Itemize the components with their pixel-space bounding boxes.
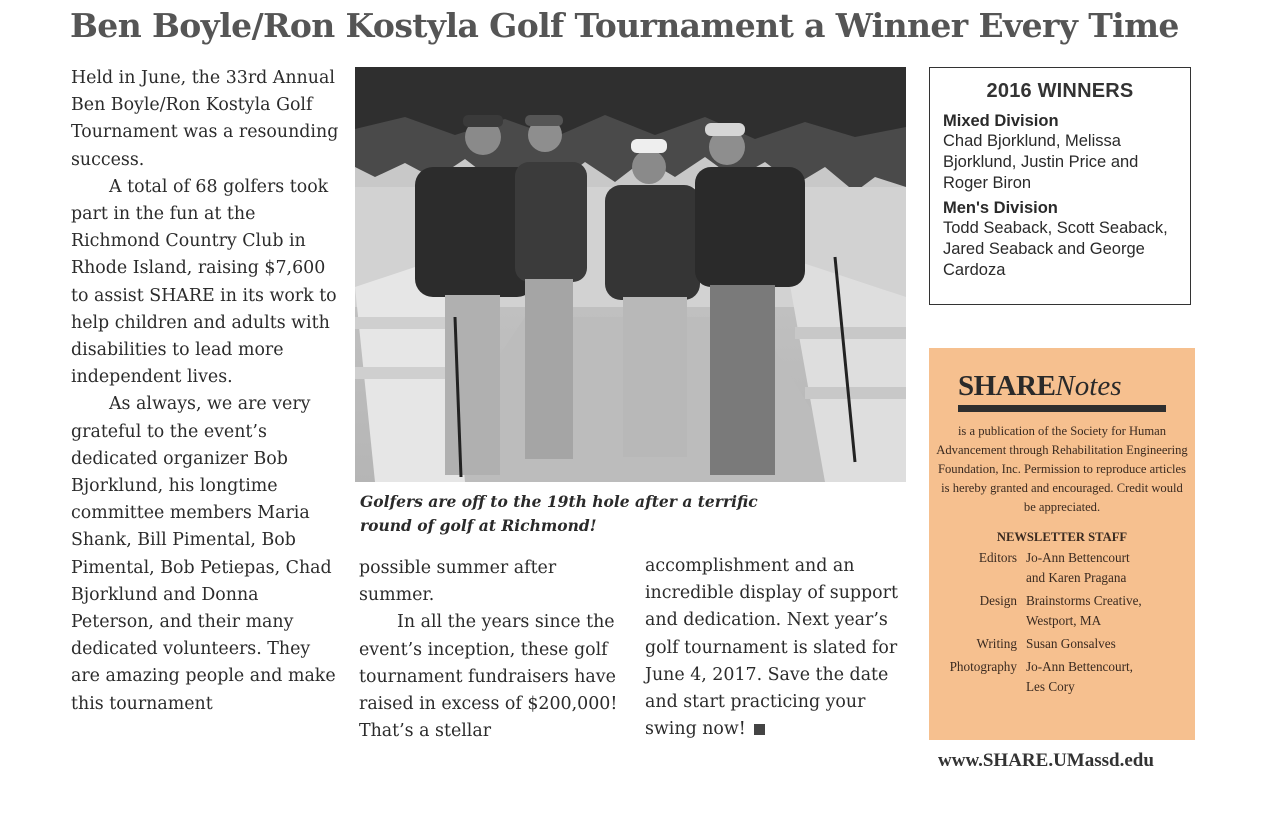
staff-row bbox=[929, 657, 1195, 697]
share-notes-description: is a publication of the Society for Human Advancement through Rehabilitation Engineering Foundation, Inc. Permission to reproduce articles is hereby granted and encouraged. Credit would be appreciated. bbox=[936, 424, 1188, 514]
article-paragraph-text: accomplishment and an incredible display of support and dedication. Next year’s golf tournament is slated for June 4, 2017. Save the date and start practicing your swing now! bbox=[645, 556, 898, 740]
share-notes-logo bbox=[958, 368, 1195, 403]
winners-box bbox=[929, 67, 1191, 305]
staff-row bbox=[929, 548, 1195, 588]
share-notes-logo-italic: Notes bbox=[1055, 370, 1122, 402]
staff-row bbox=[929, 634, 1195, 654]
article-paragraph: possible summer after summer. bbox=[359, 558, 557, 606]
article-column-3 bbox=[645, 553, 920, 743]
article-paragraph: Held in June, the 33rd Annual Ben Boyle/Ron Kostyla Golf Tournament was a resounding success. bbox=[71, 68, 339, 170]
article-paragraph: A total of 68 golfers took part in the fun at the Richmond Country Club in Rhode Island, raising $7,600 to assist SHARE in its work to help children and adults with disabilities to lead more independent lives. bbox=[71, 176, 337, 388]
staff-role: Editors bbox=[978, 550, 1017, 565]
share-website-link[interactable]: www.SHARE.UMassd.edu bbox=[938, 750, 1154, 771]
winners-title: 2016 WINNERS bbox=[986, 80, 1134, 102]
staff-names: Susan Gonsalves bbox=[1026, 636, 1116, 651]
staff-names: Jo-Ann Bettencourt and Karen Pragana bbox=[1026, 550, 1130, 585]
article-paragraph bbox=[645, 553, 920, 743]
article-paragraph: As always, we are very grateful to the event’s dedicated organizer Bob Bjorklund, his longtime committee members Maria Shank, Bill Pimental, Bob Pimental, Bob Petiepas, Chad Bjorklund and Donna Peterson, and their many dedicated volunteers. They are amazing people and make this tournament bbox=[71, 394, 336, 714]
article-column-2 bbox=[359, 555, 621, 745]
golfers-photo bbox=[355, 67, 906, 482]
article-headline: Ben Boyle/Ron Kostyla Golf Tournament a Winner Every Time bbox=[70, 6, 1179, 45]
staff-names: Brainstorms Creative, Westport, MA bbox=[1026, 593, 1142, 628]
share-notes-divider bbox=[958, 405, 1166, 412]
staff-names: Jo-Ann Bettencourt, Les Cory bbox=[1026, 659, 1133, 694]
staff-role: Photography bbox=[949, 659, 1017, 674]
staff-role: Design bbox=[979, 593, 1017, 608]
share-notes-logo-bold: SHARE bbox=[958, 370, 1056, 402]
article-column-1 bbox=[71, 65, 343, 718]
staff-role: Writing bbox=[976, 636, 1017, 651]
end-of-article-icon bbox=[754, 724, 765, 735]
share-notes-box bbox=[929, 348, 1195, 740]
division-members: Todd Seaback, Scott Seaback, Jared Seaback and George Cardoza bbox=[943, 219, 1168, 279]
newsletter-staff-title: NEWSLETTER STAFF bbox=[996, 530, 1128, 544]
staff-row bbox=[929, 591, 1195, 631]
golfers-photo-illustration bbox=[355, 67, 906, 482]
article-paragraph: In all the years since the event’s inception, these golf tournament fundraisers have raised in excess of $200,000! That’s a stellar bbox=[359, 612, 618, 742]
division-name: Mixed Division bbox=[943, 112, 1059, 130]
division-members: Chad Bjorklund, Melissa Bjorklund, Justin Price and Roger Biron bbox=[943, 132, 1139, 192]
photo-caption: Golfers are off to the 19th hole after a terrific round of golf at Richmond! bbox=[360, 492, 758, 535]
division-name: Men's Division bbox=[943, 199, 1058, 217]
